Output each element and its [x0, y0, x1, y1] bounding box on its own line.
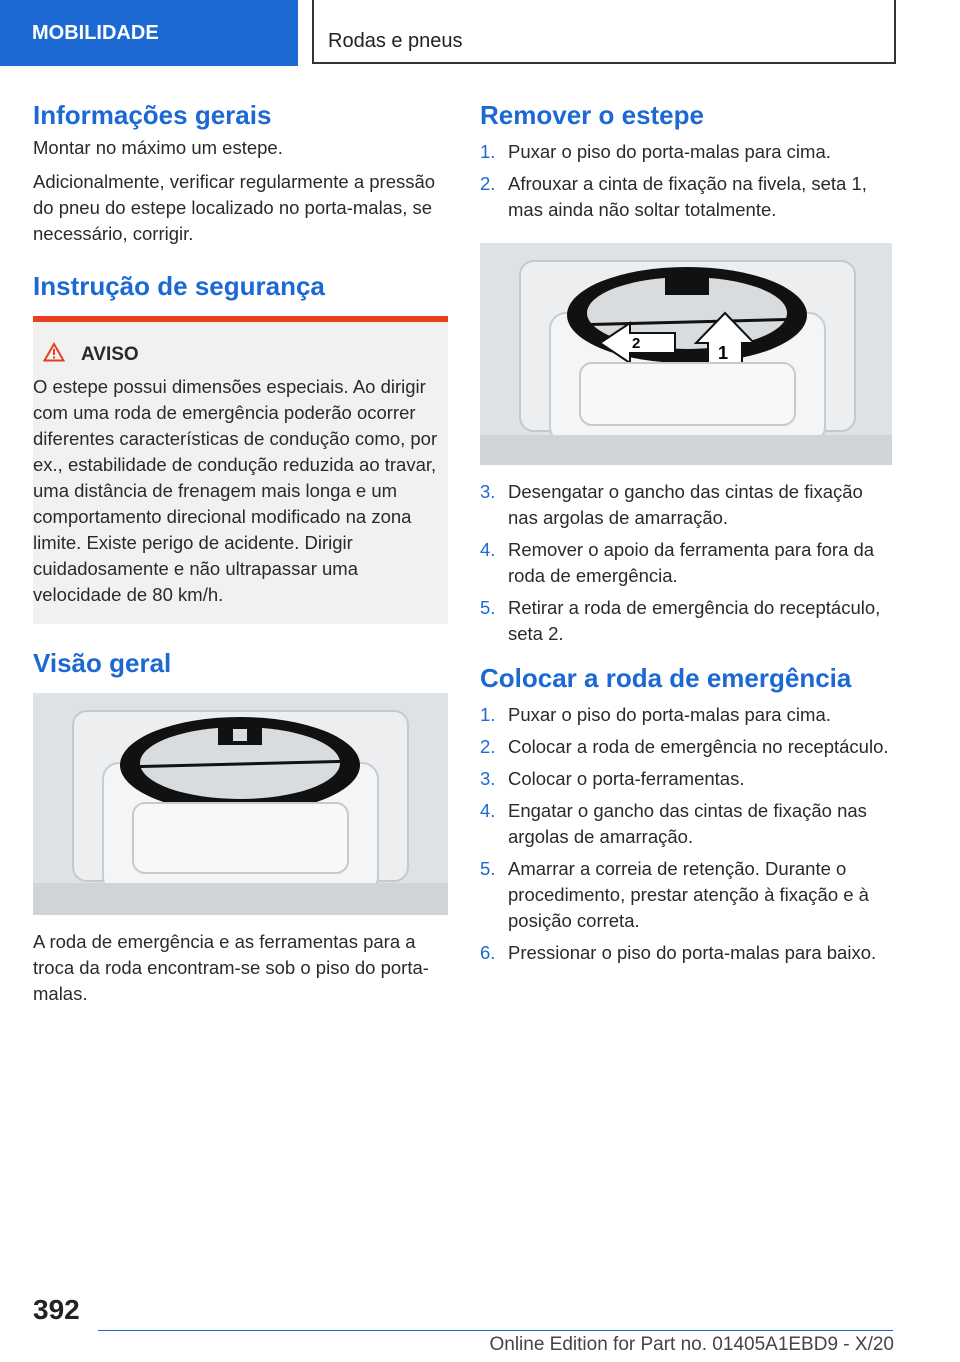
trunk-spare-wheel-image — [33, 693, 448, 915]
list-item: 1. Puxar o piso do porta-malas para cima. — [480, 141, 831, 162]
footer-divider — [98, 1330, 893, 1331]
figure-caption: A roda de emergência e as ferramentas para a troca da roda encontram-se sob o piso do porta-malas. — [33, 931, 429, 1004]
paragraph: Montar no máximo um estepe. — [33, 137, 283, 158]
list-item: 2. Colocar a roda de emergência no receptáculo. — [480, 736, 889, 757]
heading-general-info: Informações gerais — [33, 100, 272, 130]
warning-box — [33, 316, 448, 624]
warning-triangle-icon — [43, 342, 65, 368]
list-item: 3. Desengatar o gancho das cintas de fixação nas argolas de amarração. — [480, 481, 863, 528]
list-item: 5. Retirar a roda de emergência do receptáculo, seta 2. — [480, 597, 881, 644]
steps-install — [480, 702, 892, 966]
heading-remove-spare: Remover o estepe — [480, 100, 704, 130]
steps-remove-a — [480, 139, 892, 223]
warning-text: O estepe possui dimensões especiais. Ao dirigir com uma roda de emergência poderão ocorrer diferentes características de condução como, por ex., estabilidade de condução reduzida ao travar, uma distância de frenagem mais longa e um comportamento direcional modificado na zona limite. Existe perigo de acidente. Dirigir cuidadosamente e não ultrapassar uma velocidade de 80 km/h. — [33, 376, 438, 605]
page-header — [0, 0, 960, 66]
list-item: 2. Afrouxar a cinta de fixação na fivela, seta 1, mas ainda não soltar totalmente. — [480, 173, 867, 220]
footer-text: Online Edition for Part no. 01405A1EBD9 - X/20 — [489, 1334, 894, 1355]
subsection-title: Rodas e pneus — [312, 0, 896, 64]
list-item: 1. Puxar o piso do porta-malas para cima. — [480, 704, 831, 725]
steps-remove-b — [480, 479, 892, 647]
left-column — [33, 100, 448, 1007]
list-item: 4. Engatar o gancho das cintas de fixação nas argolas de amarração. — [480, 800, 867, 847]
warning-title: AVISO — [33, 342, 448, 368]
arrow-label-2: 2 — [632, 335, 641, 352]
paragraph: Adicionalmente, verificar regularmente a pressão do pneu do estepe localizado no porta-malas, se necessário, corrigir. — [33, 171, 436, 244]
arrow-label-1: 1 — [718, 343, 729, 363]
heading-safety: Instrução de segurança — [33, 271, 325, 301]
list-item: 4. Remover o apoio da ferramenta para fora da roda de emergência. — [480, 539, 875, 586]
right-column — [480, 100, 892, 972]
heading-overview: Visão geral — [33, 648, 172, 678]
list-item: 3. Colocar o porta-ferramentas. — [480, 768, 745, 789]
section-tab[interactable]: MOBILIDADE — [0, 0, 298, 66]
page-number: 392 — [33, 1294, 80, 1325]
list-item: 6. Pressionar o piso do porta-malas para baixo. — [480, 942, 877, 963]
heading-install-spare: Colocar a roda de emergência — [480, 663, 852, 693]
spare-wheel-removal-image — [480, 243, 892, 465]
list-item: 5. Amarrar a correia de retenção. Durante o procedimento, prestar atenção à fixação e à posição correta. — [480, 858, 869, 931]
